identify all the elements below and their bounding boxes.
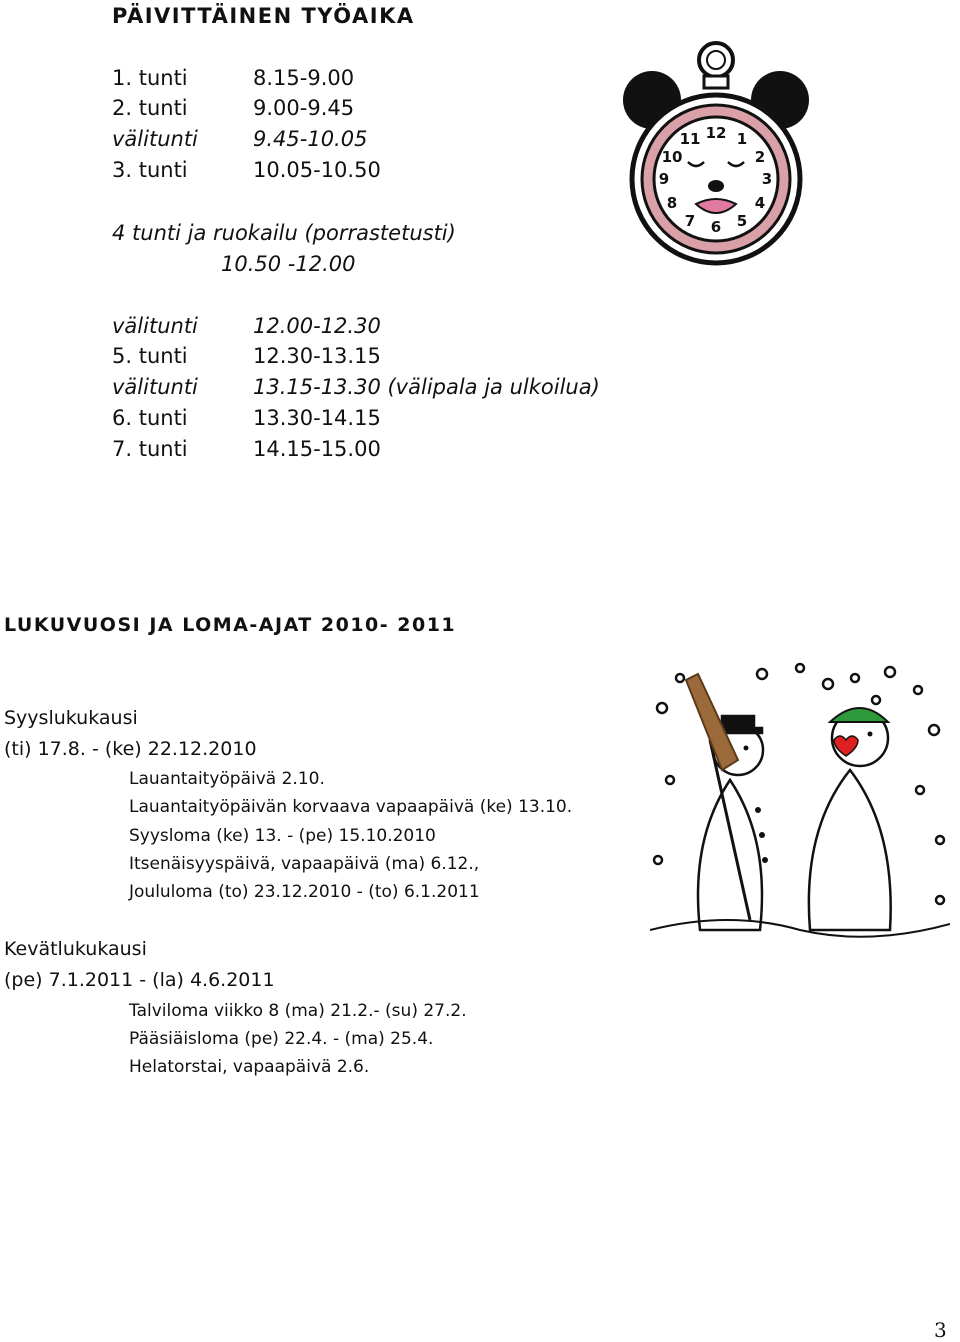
autumn-item: Lauantaityöpäivä 2.10. — [129, 769, 325, 789]
schedule-label: 1. tunti — [112, 66, 188, 90]
autumn-item: Syysloma (ke) 13. - (pe) 15.10.2010 — [129, 826, 436, 846]
spring-item: Talviloma viikko 8 (ma) 21.2.- (su) 27.2. — [129, 1001, 467, 1021]
schedule-label: 3. tunti — [112, 158, 188, 182]
schedule-time: 9.00-9.45 — [253, 96, 355, 120]
schedule-label: välitunti — [112, 375, 198, 399]
clock-number: 2 — [754, 148, 766, 166]
schedule-time: 13.15-13.30 (välipala ja ulkoilua) — [253, 375, 600, 399]
schedule-label: välitunti — [112, 127, 198, 151]
clock-number: 12 — [705, 124, 727, 142]
clock-number: 4 — [754, 194, 766, 212]
clock-number: 6 — [710, 218, 722, 236]
autumn-item: Joululoma (to) 23.12.2010 - (to) 6.1.2011 — [129, 882, 480, 902]
schedule-time: 13.30-14.15 — [253, 406, 381, 430]
spring-term-heading: Kevätlukukausi — [4, 938, 147, 960]
snowmen-illustration — [650, 660, 950, 950]
alarm-clock-illustration — [618, 38, 814, 268]
school-year-title: LUKUVUOSI JA LOMA-AJAT 2010- 2011 — [4, 614, 457, 636]
schedule-time: 12.00-12.30 — [253, 314, 381, 338]
lunch-time: 10.50 -12.00 — [221, 252, 356, 276]
daily-schedule-title: PÄIVITTÄINEN TYÖAIKA — [112, 4, 415, 28]
clock-number: 10 — [661, 148, 683, 166]
spring-term-dates: (pe) 7.1.2011 - (la) 4.6.2011 — [4, 969, 275, 991]
schedule-label: 7. tunti — [112, 437, 188, 461]
spring-item: Helatorstai, vapaapäivä 2.6. — [129, 1057, 370, 1077]
schedule-time: 14.15-15.00 — [253, 437, 381, 461]
autumn-term-heading: Syyslukukausi — [4, 707, 138, 729]
autumn-item: Lauantaityöpäivän korvaava vapaapäivä (ke) 13.10. — [129, 797, 573, 817]
clock-number: 3 — [761, 170, 773, 188]
clock-number: 11 — [679, 130, 701, 148]
schedule-label: välitunti — [112, 314, 198, 338]
clock-number: 7 — [684, 212, 696, 230]
lunch-label: 4 tunti ja ruokailu (porrastetusti) — [112, 221, 456, 245]
spring-item: Pääsiäisloma (pe) 22.4. - (ma) 25.4. — [129, 1029, 434, 1049]
clock-number: 5 — [736, 212, 748, 230]
schedule-label: 2. tunti — [112, 96, 188, 120]
clock-number: 1 — [736, 130, 748, 148]
clock-number: 9 — [658, 170, 670, 188]
schedule-time: 10.05-10.50 — [253, 158, 381, 182]
schedule-time: 12.30-13.15 — [253, 344, 381, 368]
autumn-item: Itsenäisyyspäivä, vapaapäivä (ma) 6.12., — [129, 854, 480, 874]
schedule-label: 5. tunti — [112, 344, 188, 368]
schedule-time: 9.45-10.05 — [253, 127, 368, 151]
autumn-term-dates: (ti) 17.8. - (ke) 22.12.2010 — [4, 738, 257, 760]
clock-number: 8 — [666, 194, 678, 212]
schedule-label: 6. tunti — [112, 406, 188, 430]
schedule-time: 8.15-9.00 — [253, 66, 355, 90]
page-number: 3 — [934, 1318, 947, 1342]
